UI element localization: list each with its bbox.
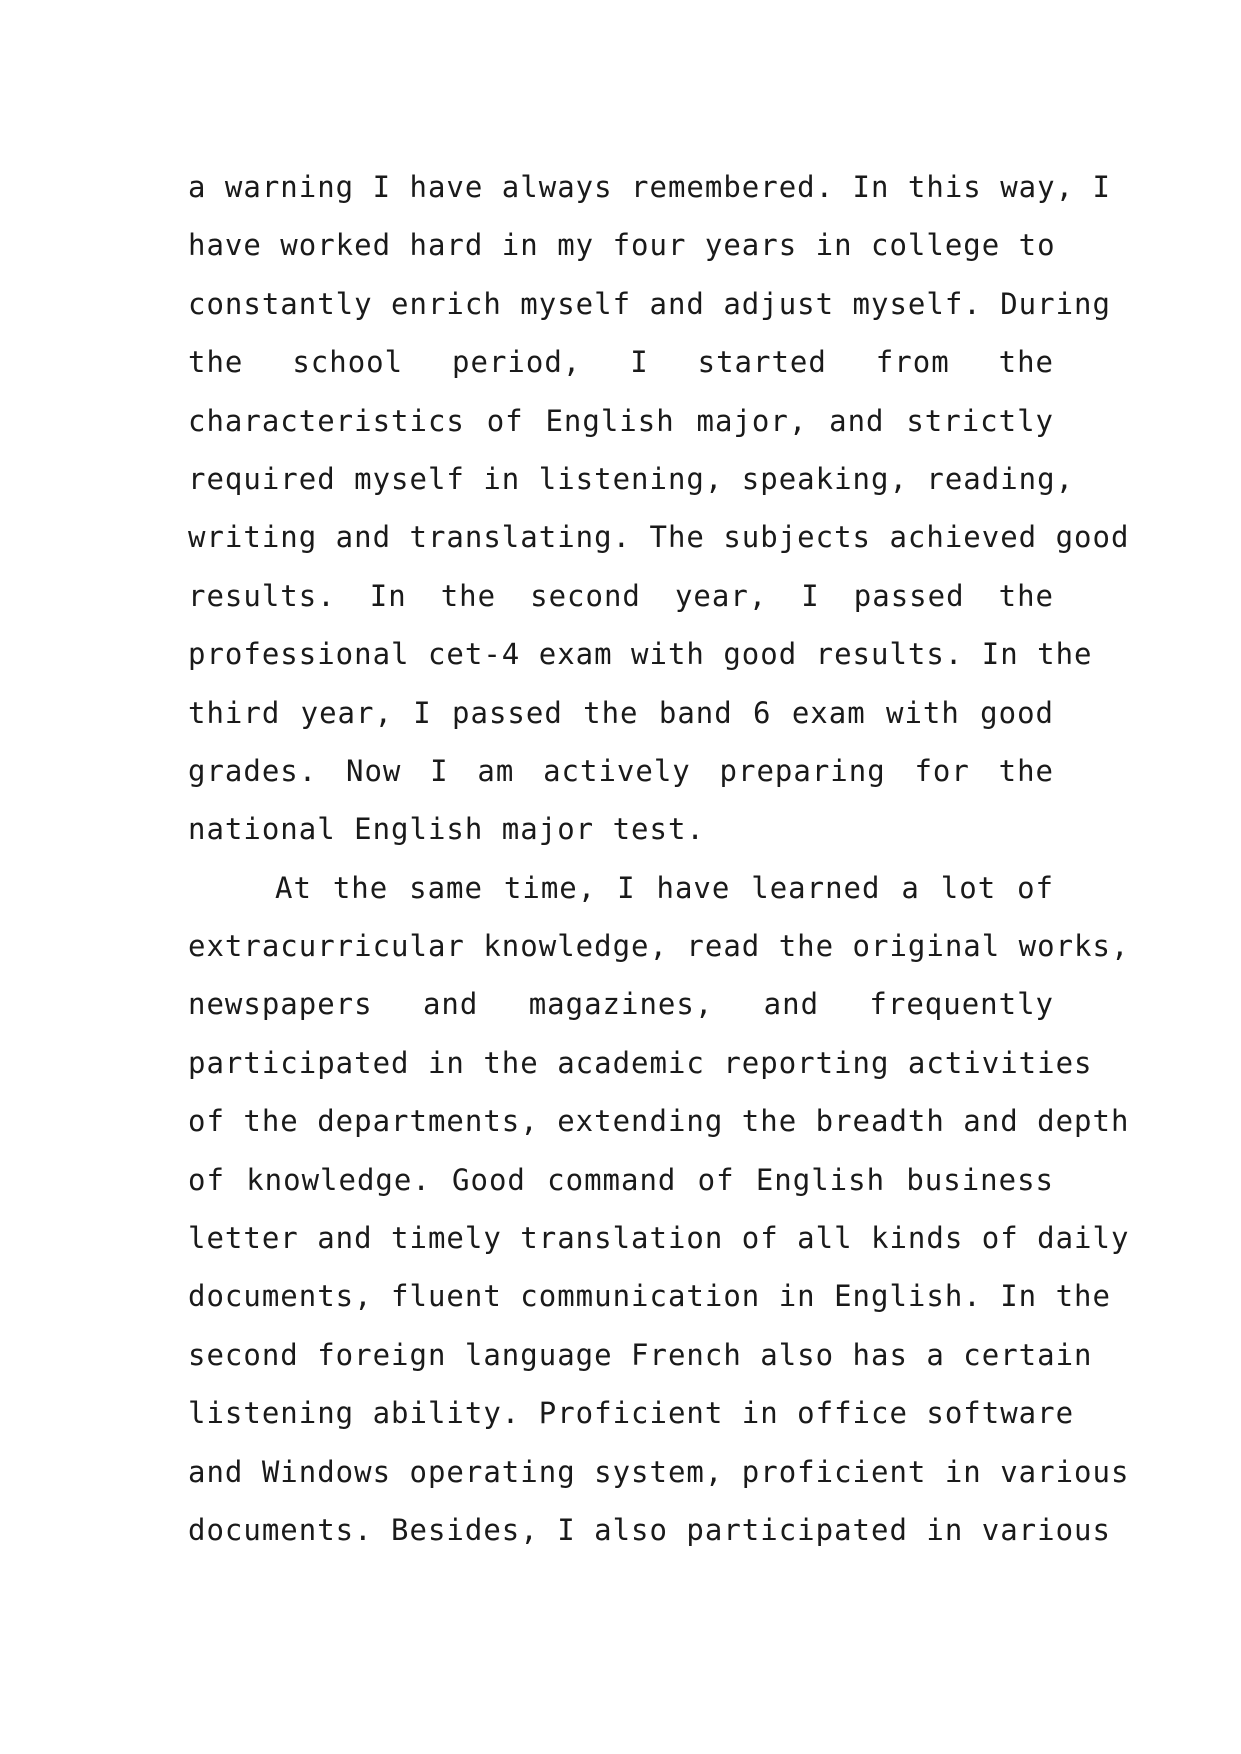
text-line: documents, fluent communication in English. In the <box>188 1279 1111 1314</box>
text-line: of knowledge. Good command of English business <box>188 1162 1054 1197</box>
paragraph-1 <box>188 158 1130 859</box>
text-line: participated in the academic reporting activities <box>188 1045 1093 1080</box>
text-line: extracurricular knowledge, read the original works, <box>188 929 1130 964</box>
text-line: a warning I have always remembered. In this way, I <box>188 170 1111 204</box>
text-line: documents. Besides, I also participated in various <box>188 1512 1111 1547</box>
text-line: listening ability. Proficient in office software <box>188 1396 1075 1431</box>
text-line: characteristics of English major, and strictly <box>188 403 1054 438</box>
text-line: results. In the second year, I passed the <box>188 578 1054 613</box>
text-line: the school period, I started from the <box>188 345 1054 380</box>
text-line: constantly enrich myself and adjust myself. During <box>188 286 1111 321</box>
text-line: and Windows operating system, proficient in various <box>188 1454 1130 1489</box>
text-line: required myself in listening, speaking, reading, <box>188 461 1075 496</box>
text-line: grades. Now I am actively preparing for the <box>188 753 1054 788</box>
text-line: third year, I passed the band 6 exam with good <box>188 695 1054 730</box>
text-line: national English major test. <box>188 812 705 847</box>
text-line: second foreign language French also has a certain <box>188 1337 1093 1372</box>
text-line: letter and timely translation of all kinds of daily <box>188 1221 1130 1256</box>
text-line: professional cet-4 exam with good results. In the <box>188 637 1093 672</box>
text-line: have worked hard in my four years in college to <box>188 228 1056 263</box>
text-line: newspapers and magazines, and frequently <box>188 987 1054 1022</box>
paragraph-2 <box>188 859 1130 1560</box>
body-text <box>188 158 1130 1559</box>
text-line: of the departments, extending the breadth and depth <box>188 1104 1130 1139</box>
text-line: At the same time, I have learned a lot of <box>275 870 1054 905</box>
text-line: writing and translating. The subjects achieved good <box>188 520 1130 555</box>
